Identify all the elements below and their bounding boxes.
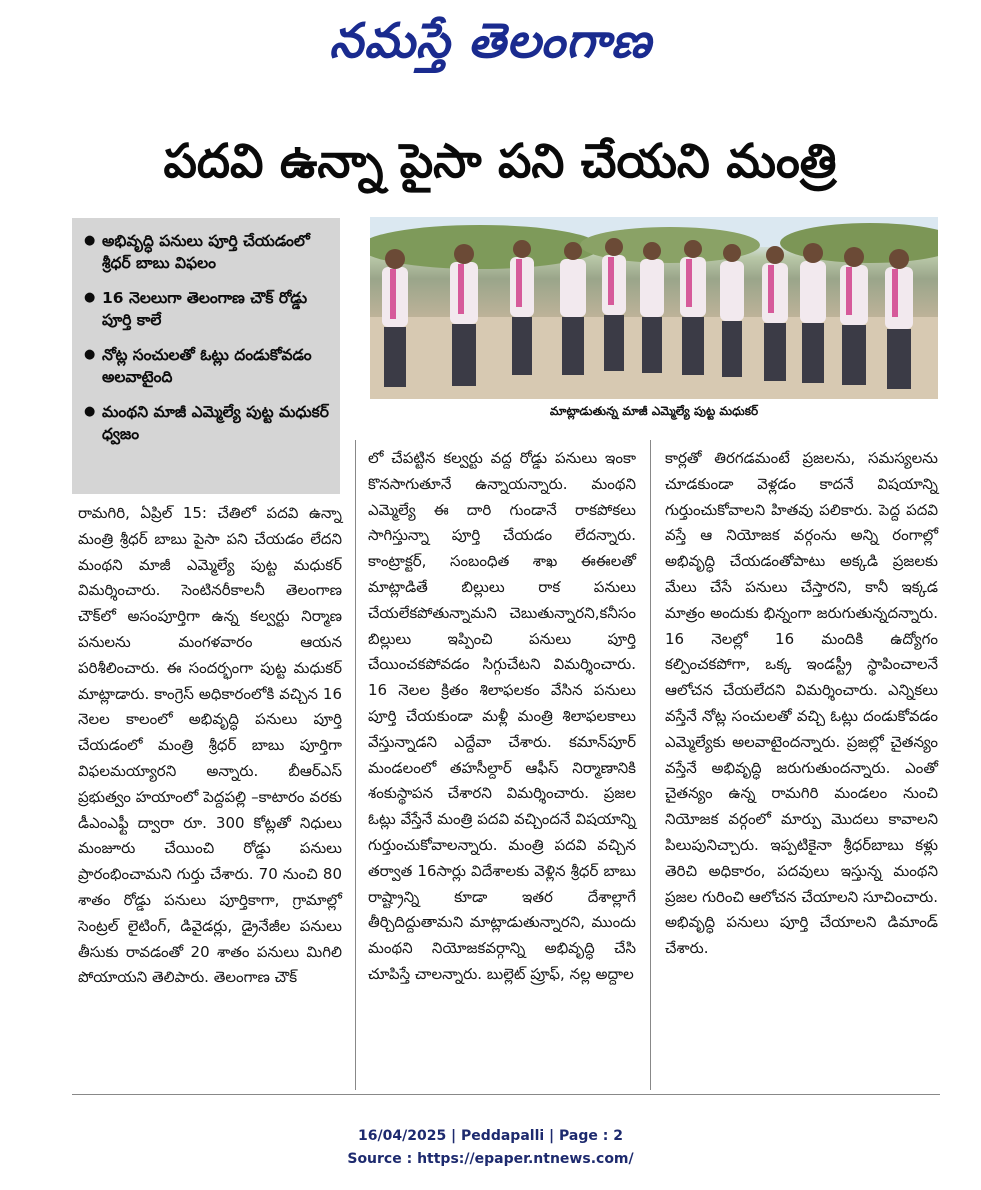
article-column-2 — [368, 446, 636, 988]
newspaper-masthead — [0, 6, 981, 76]
photo-caption: మాట్లాడుతున్న మాజీ ఎమ్మెల్యే పుట్ట మధుకర్ — [549, 404, 759, 418]
masthead-title: నమస్తే తెలంగాణ — [329, 13, 652, 69]
article-headline: పదవి ఉన్నా పైసా పని చేయని మంత్రి — [163, 134, 837, 189]
column-divider — [355, 440, 356, 1090]
group-photo-illustration — [370, 217, 938, 399]
highlight-item: ● 16 నెలలుగా తెలంగాణ చౌక్ రోడ్డు పూర్తి కాలే — [84, 287, 330, 331]
highlight-item: ● అభివృద్ధి పనులు పూర్తి చేయడంలో శ్రీధర్ బాబు విఫలం — [84, 230, 330, 274]
highlight-item: ● నోట్ల సంచులతో ఓట్లు దండుకోవడం అలవాటైంది — [84, 344, 330, 388]
footer-divider — [72, 1094, 940, 1095]
footer-source-link[interactable]: Source : https://epaper.ntnews.com/ — [347, 1151, 634, 1167]
article-photo — [370, 217, 938, 399]
highlight-item: ● మంథని మాజీ ఎమ్మెల్యే పుట్ట మధుకర్ ధ్వజం — [84, 401, 330, 445]
article-text: లో చేపట్టిన కల్వర్టు వద్ద రోడ్డు పనులు ఇంకా కొనసాగుతూనే ఉన్నాయన్నారు. మంథని ఎమ్మెల్యే ఈ దారి గుండానే రాకపోకలు సాగిస్తున్నా పూర్తి చేయడం లేదన్నారు. కాంట్రాక్టర్, సంబంధిత శాఖ ఈఈలతో మాట్లాడితే బిల్లులు రాక పనులు చేయలేకపోతున్నామని చెబుతున్నారని,కనీసం బిల్లులు ఇప్పించి పనులు పూర్తి చేయించకపోవడం సిగ్గుచేటని విమర్శించారు. 16 నెలల క్రితం శిలాఫలకం వేసిన పనులు పూర్తి చేయకుండా మళ్లీ మంత్రి శిలాఫలకాలు వేస్తున్నాడని ఎద్దేవా చేశారు. కమాన్‌పూర్ మండలంలో తహసీల్దార్ ఆఫీస్ నిర్మాణానికి శంకుస్థాపన చేశారని విమర్శించారు. ప్రజల ఓట్లు వేస్తేనే మంత్రి పదవి వచ్చిందనే విషయాన్ని గుర్తుంచుకోవాలన్నారు. మంత్రి పదవి వచ్చిన తర్వాత 16సార్లు విదేశాలకు వెళ్లిన శ్రీధర్ బాబు రాష్ట్రాన్ని కూడా ఇతర దేశాల్లాగే తీర్చిదిద్దుతామని మాట్లాడుతున్నారని, ముందు మంథని నియోజకవర్గాన్ని అభివృద్ధి చేసి చూపిస్తే చాలన్నారు. బుల్లెట్ ప్రూఫ్, నల్ల అద్దాల — [368, 449, 636, 983]
highlights-box — [72, 218, 340, 494]
article-text: కార్లతో తిరగడమంటే ప్రజలను, సమస్యలను చూడకుండా వెళ్లడం కాదనే విషయాన్ని గుర్తుంచుకోవాలని హితవు పలికారు. పెద్ద పదవి వస్తే ఆ నియోజక వర్గంను అన్ని రంగాల్లో అభివృద్ధి చేయడంతోపాటు అక్కడి ప్రజలకు మేలు చేసే పనులు చేస్తారని, కానీ ఇక్కడ మాత్రం అందుకు భిన్నంగా జరుగుతున్నదన్నారు. 16 నెలల్లో 16 మందికి ఉద్యోగం కల్పించకపోగా, ఒక్క ఇండస్ట్రీ స్థాపించాలనే ఆలోచన చేయలేదని విమర్శించారు. ఎన్నికలు వస్తేనే నోట్ల సంచులతో వచ్చి ఓట్లు దండుకోవడం ఎమ్మెల్యేకు అలవాటైందన్నారు. ప్రజల్లో చైతన్యం వస్తేనే అభివృద్ధి జరుగుతుందన్నారు. ఎంతో చైతన్యం ఉన్న రామగిరి మండలం నుంచి నియోజక వర్గంలో మార్పు మొదలు కావాలని పిలుపునిచ్చారు. ఇప్పటికైనా శ్రీధర్‌బాబు కళ్లు తెరిచి అధికారం, పదవులు ఇస్తున్న మంథని ప్రజల గురించి ఆలోచన చేయాలని సూచించారు. అభివృద్ధి పనులు పూర్తి చేయాలని డిమాండ్ చేశారు. — [665, 449, 938, 958]
article-column-1 — [78, 501, 342, 991]
article-column-3 — [665, 446, 938, 962]
footer-edition-info: 16/04/2025 | Peddapalli | Page : 2 — [358, 1128, 623, 1144]
column-divider — [650, 440, 651, 1090]
article-text: రామగిరి, ఏప్రిల్ 15: చేతిలో పదవి ఉన్నా మంత్రి శ్రీధర్ బాబు పైసా పని చేయడం లేదని మంథని మాజీ ఎమ్మెల్యే పుట్ట మధుకర్ విమర్శించారు. సెంటినరీకాలనీ తెలంగాణ చౌక్‌లో అసంపూర్తిగా ఉన్న కల్వర్టు నిర్మాణ పనులను మంగళవారం ఆయన పరిశీలించారు. ఈ సందర్భంగా పుట్ట మధుకర్ మాట్లాడారు. కాంగ్రెస్ అధికారంలోకి వచ్చిన 16 నెలల కాలంలో అభివృద్ధి పనులు పూర్తి చేయడంలో మంత్రి శ్రీధర్ బాబు పూర్తిగా విఫలమయ్యారని అన్నారు. బీఆర్ఎస్ ప్రభుత్వం హయాంలో పెద్దపల్లి –కాటారం వరకు డీఎంఎఫ్టీ ద్వారా రూ. 300 కోట్లతో నిధులు మంజూరు చేయించి రోడ్డు పనులు ప్రారంభించామని గుర్తు చేశారు. 70 నుంచి 80 శాతం రోడ్డు పనులు పూర్తికాగా, గ్రామాల్లో సెంట్రల్ లైటింగ్, డివైడర్లు, డ్రైనేజీల పనులు తీసుకు రావడంతో 20 శాతం పనులు మిగిలి పోయాయని తెలిపారు. తెలంగాణ చౌక్ — [78, 504, 342, 987]
